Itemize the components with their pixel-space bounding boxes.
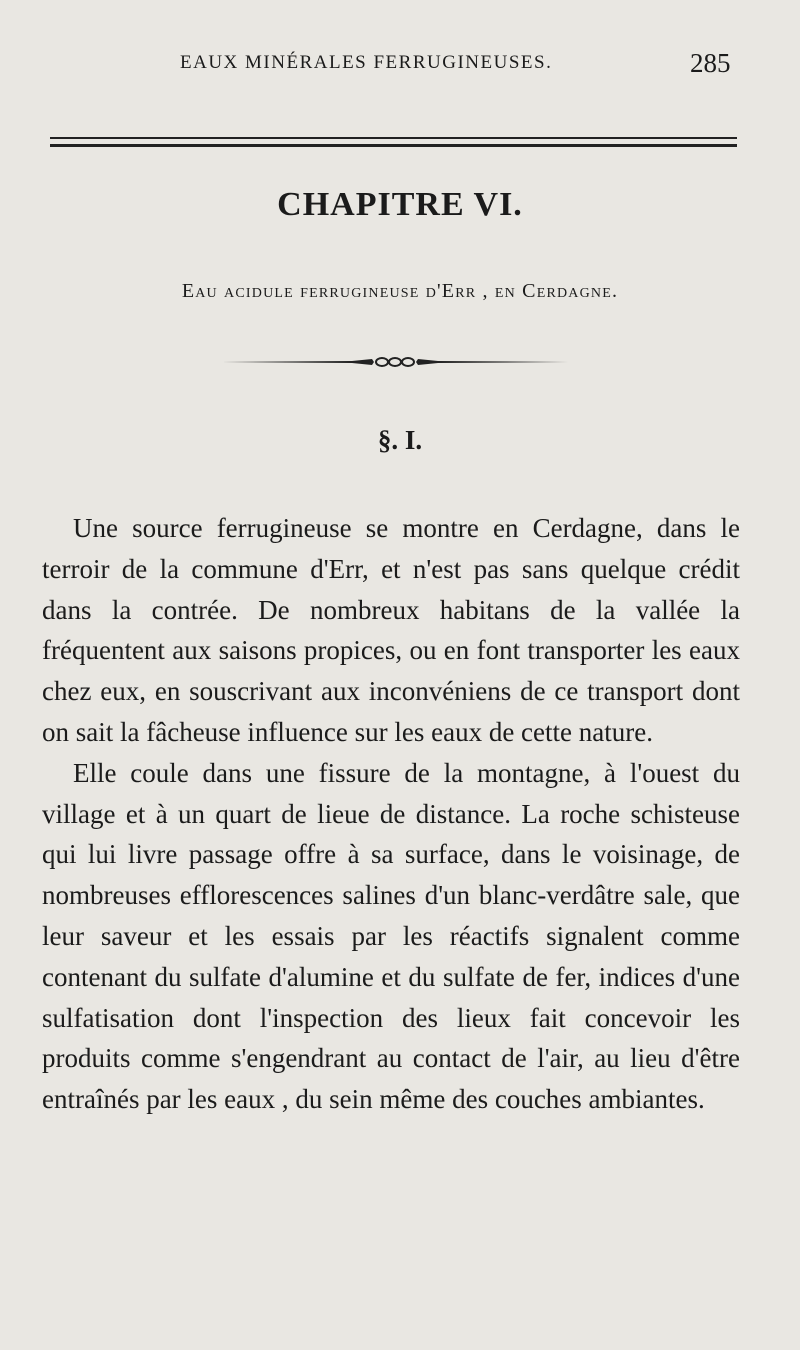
chapter-title: CHAPITRE VI. [277,186,523,223]
paragraph-1: Une source ferrugineuse se montre en Cerdagne, dans le terroir de la commune d'Err, et n'est pas sans quelque crédit dans la contrée. De nombreux habitans de la vallée la fréquentent aux saisons propices, ou en font transporter les eaux chez eux, en souscrivant aux inconvéniens de ce transport dont on sait la fâcheuse influence sur les eaux de cette nature. [42,513,740,747]
ornament-divider [222,352,568,372]
body-text [42,508,740,1120]
header-double-rule [50,137,737,147]
section-heading: §. I. [377,425,423,455]
page-number: 285 [690,48,731,78]
chapter-subtitle: Eau acidule ferrugineuse d'Err , en Cerdagne. [181,280,619,302]
running-head: EAUX MINÉRALES FERRUGINEUSES. [180,52,553,73]
paragraph-2: Elle coule dans une fissure de la montagne, à l'ouest du village et à un quart de lieue de distance. La roche schisteuse qui lui livre passage offre à sa surface, dans le voisinage, de nombreuses efflorescences salines d'un blanc-verdâtre sale, que leur saveur et les essais par les réactifs signalent comme contenant du sulfate d'alumine et du sulfate de fer, indices d'une sulfatisation dont l'inspection des lieux fait concevoir les produits comme s'engendrant au contact de l'air, au lieu d'être entraînés par les eaux , du sein même des couches ambiantes. [42,757,740,1115]
